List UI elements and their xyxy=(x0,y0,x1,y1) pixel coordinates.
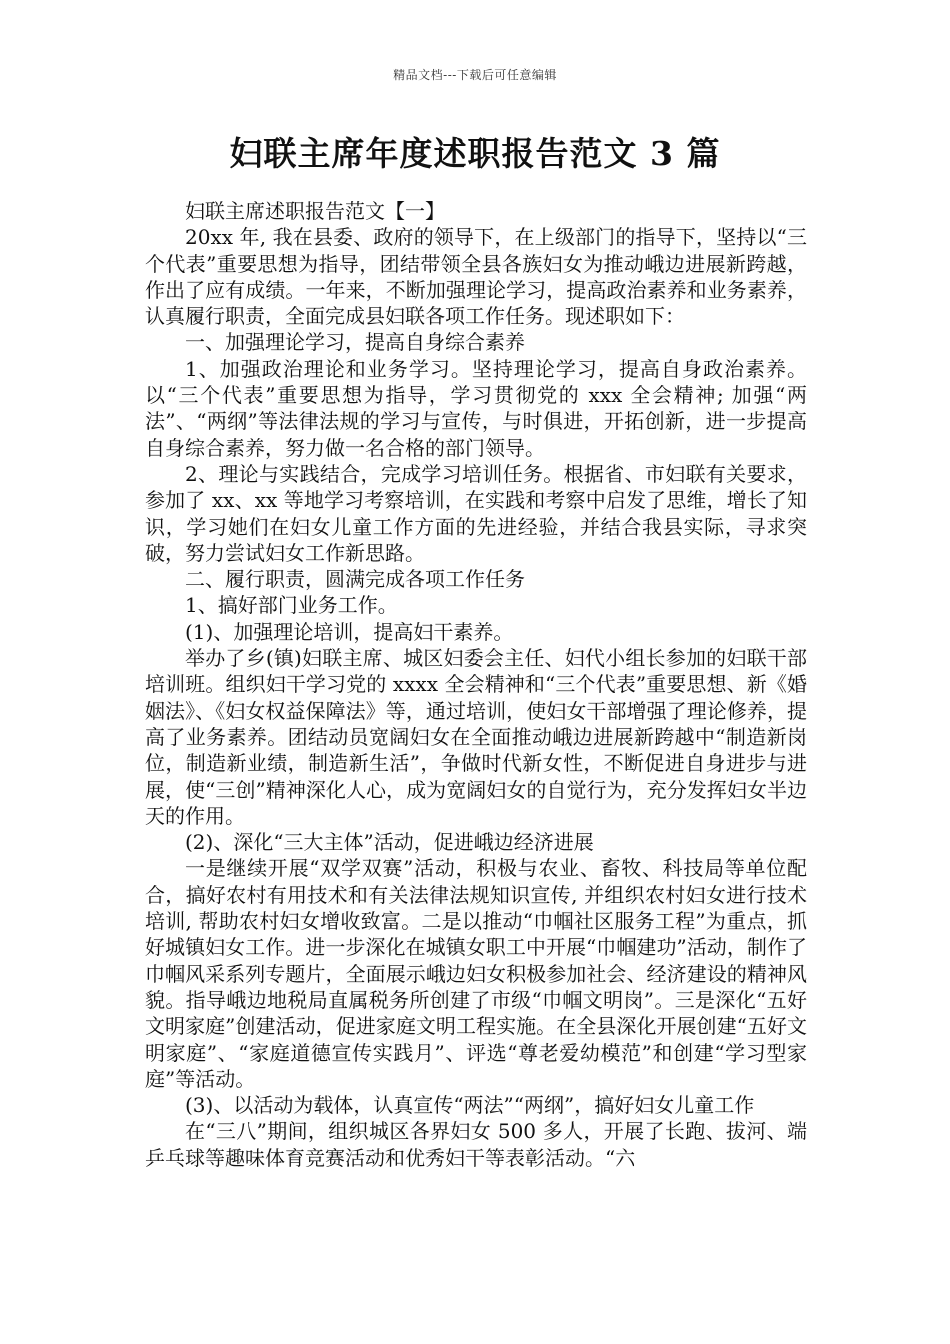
section-heading: 一、加强理论学习，提高自身综合素养 xyxy=(185,330,525,355)
paragraph: 1、加强政治理论和业务学习。坚持理论学习，提高自身政治素养。以“三个代表”重要思想为指导，学习贯彻党的 xxx 全会精神; 加强“两法”、“两纲”等法律法规的学习与宣传，与时俱进，开拓创新，进一步提高自身综合素养，努力做一名合格的部门领导。 xyxy=(145,356,807,460)
header-note: 精品文档---下载后可任意编辑 xyxy=(393,68,557,82)
section-heading: 妇联主席述职报告范文【一】 xyxy=(185,199,445,223)
subsection-heading: (2)、深化“三大主体”活动，促进峨边经济进展 xyxy=(185,830,594,855)
subsection-heading: 1、搞好部门业务工作。 xyxy=(185,593,398,618)
paragraph: 举办了乡(镇)妇联主席、城区妇委会主任、妇代小组长参加的妇联干部培训班。组织妇干学习党的 xxxx 全会精神和“三个代表”重要思想、新《婚姻法》、《妇女权益保障法》等，通过培训，使妇女干部增强了理论修养，提高了业务素养。团结动员宽阔妇女在全面推动峨边进展新跨越中“制造新岗位，制造新业绩，制造新生活”，争做时代新女性，不断促进自身进步与进展，使“三创”精神深化人心，成为宽阔妇女的自觉行为，充分发挥妇女半边天的作用。 xyxy=(145,646,807,828)
subsection-heading: (1)、加强理论培训，提高妇干素养。 xyxy=(185,619,514,644)
document-title: 妇联主席年度述职报告范文 3 篇 xyxy=(229,134,721,173)
paragraph: 2、理论与实践结合，完成学习培训任务。根据省、市妇联有关要求，参加了 xx、xx 等地学习考察培训，在实践和考察中启发了思维，增长了知识，学习她们在妇女儿童工作方面的先进经验，并结合我县实际，寻求突破，努力尝试妇女工作新思路。 xyxy=(145,461,807,565)
subsection-heading: (3)、以活动为载体，认真宣传“两法”“两纲”，搞好妇女儿童工作 xyxy=(185,1093,755,1118)
paragraph: 在“三八”期间，组织城区各界妇女 500 多人，开展了长跑、拔河、端乒乓球等趣味体育竞赛活动和优秀妇干等表彰活动。“六 xyxy=(145,1119,807,1170)
document-body xyxy=(145,198,807,1171)
paragraph: 一是继续开展“双学双赛”活动，积极与农业、畜牧、科技局等单位配合，搞好农村有用技术和有关法律法规知识宣传, 并组织农村妇女进行技术培训, 帮助农村妇女增收致富。二是以推动“巾帼社区服务工程”为重点，抓好城镇妇女工作。进一步深化在城镇女职工中开展“巾帼建功”活动，制作了巾帼风采系列专题片，全面展示峨边妇女积极参加社会、经济建设的精神风貌。指导峨边地税局直属税务所创建了市级“巾帼文明岗”。三是深化“五好文明家庭”创建活动，促进家庭文明工程实施。在全县深化开展创建“五好文明家庭”、“家庭道德宣传实践月”、评选“尊老爱幼模范”和创建“学习型家庭”等活动。 xyxy=(145,856,807,1091)
section-heading: 二、履行职责，圆满完成各项工作任务 xyxy=(185,567,525,592)
paragraph: 20xx 年, 我在县委、政府的领导下，在上级部门的指导下，坚持以“三个代表”重要思想为指导，团结带领全县各族妇女为推动峨边进展新跨越，作出了应有成绩。一年来，不断加强理论学习，提高政治素养和业务素养，认真履行职责，全面完成县妇联各项工作任务。现述职如下： xyxy=(145,225,807,329)
